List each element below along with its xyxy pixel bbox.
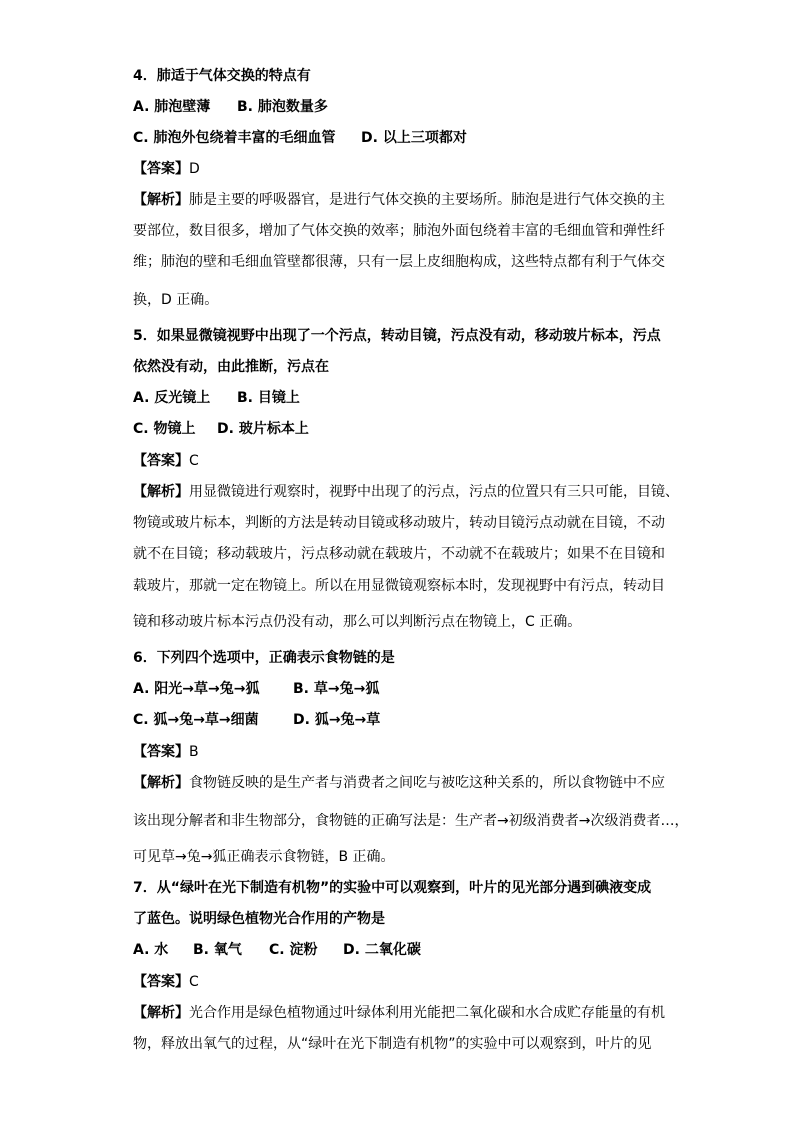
question-7-answer bbox=[133, 972, 199, 992]
question-6-analysis-line-3: 可见草→兔→狐正确表示食物链，B 正确。 bbox=[133, 849, 395, 865]
option-a: A. 水 bbox=[133, 942, 169, 958]
answer-label: 【答案】 bbox=[133, 744, 189, 760]
question-6-analysis-line-1 bbox=[133, 773, 665, 793]
option-d: D. 玻片标本上 bbox=[217, 421, 309, 437]
answer-value: D bbox=[189, 161, 200, 177]
question-5-stem-line-1: 5．如果显微镜视野中出现了一个污点，转动目镜，污点没有动，移动玻片标本，污点 bbox=[133, 328, 661, 344]
question-5-answer bbox=[133, 451, 199, 471]
analysis-label: 【解析】 bbox=[133, 484, 189, 500]
question-4-options-row-2 bbox=[133, 128, 467, 148]
analysis-label: 【解析】 bbox=[133, 1005, 189, 1021]
question-4-options-row-1 bbox=[133, 97, 328, 117]
question-5-analysis-line-4: 载玻片，那就一定在物镜上。所以在用显微镜观察标本时，发现视野中有污点，转动目 bbox=[133, 578, 665, 594]
option-b: B. 草→兔→狐 bbox=[293, 681, 380, 697]
answer-label: 【答案】 bbox=[133, 974, 189, 990]
analysis-label: 【解析】 bbox=[133, 192, 189, 208]
option-a: A. 反光镜上 bbox=[133, 390, 211, 406]
option-d: D. 二氧化碳 bbox=[343, 942, 421, 958]
answer-value: B bbox=[189, 744, 199, 760]
question-6-options-row-2 bbox=[133, 710, 380, 730]
answer-label: 【答案】 bbox=[133, 453, 189, 469]
option-a: A. 肺泡壁薄 bbox=[133, 99, 211, 115]
analysis-text: 肺是主要的呼吸器官，是进行气体交换的主要场所。肺泡是进行气体交换的主 bbox=[189, 192, 665, 208]
question-7-options-row-1 bbox=[133, 940, 421, 960]
question-5-analysis-line-5: 镜和移动玻片标本污点仍没有动，那么可以判断污点在物镜上，C 正确。 bbox=[133, 614, 582, 630]
question-5-analysis-line-2: 物镜或玻片标本，判断的方法是转动目镜或移动玻片，转动目镜污点动就在目镜，不动 bbox=[133, 515, 665, 531]
question-7-analysis-line-2: 物，释放出氧气的过程，从“绿叶在光下制造有机物”的实验中可以观察到，叶片的见 bbox=[133, 1036, 652, 1052]
question-4-stem: 4．肺适于气体交换的特点有 bbox=[133, 68, 311, 84]
option-b: B. 目镜上 bbox=[237, 390, 300, 406]
question-5-options-row-1 bbox=[133, 388, 300, 408]
question-7-analysis-line-1 bbox=[133, 1003, 665, 1023]
option-d: D. 狐→兔→草 bbox=[293, 712, 381, 728]
answer-label: 【答案】 bbox=[133, 161, 189, 177]
option-d: D. 以上三项都对 bbox=[361, 130, 467, 146]
answer-value: C bbox=[189, 453, 199, 469]
option-a: A. 阳光→草→兔→狐 bbox=[133, 681, 260, 697]
question-7-stem-line-1: 7．从“绿叶在光下制造有机物”的实验中可以观察到，叶片的见光部分遇到碘液变成 bbox=[133, 880, 652, 896]
option-c: C. 物镜上 bbox=[133, 421, 196, 437]
option-b: B. 肺泡数量多 bbox=[237, 99, 328, 115]
analysis-label: 【解析】 bbox=[133, 775, 189, 791]
question-4-analysis-line-2: 要部位，数目很多，增加了气体交换的效率；肺泡外面包绕着丰富的毛细血管和弹性纤 bbox=[133, 223, 665, 239]
question-5-analysis-line-3: 就不在目镜；移动载玻片，污点移动就在载玻片，不动就不在载玻片；如果不在目镜和 bbox=[133, 546, 665, 562]
analysis-text: 食物链反映的是生产者与消费者之间吃与被吃这种关系的，所以食物链中不应 bbox=[189, 775, 665, 791]
question-6-analysis-line-2: 该出现分解者和非生物部分，食物链的正确写法是：生产者→初级消费者→次级消费者…， bbox=[133, 813, 689, 829]
question-5-stem-line-2: 依然没有动，由此推断，污点在 bbox=[133, 359, 329, 375]
question-7-stem-line-2: 了蓝色。说明绿色植物光合作用的产物是 bbox=[133, 911, 385, 927]
question-4-analysis-line-1 bbox=[133, 190, 665, 210]
analysis-text: 用显微镜进行观察时，视野中出现了的污点，污点的位置只有三只可能，目镜、 bbox=[189, 484, 679, 500]
question-4-analysis-line-4: 换，D 正确。 bbox=[133, 292, 219, 308]
option-c: C. 肺泡外包绕着丰富的毛细血管 bbox=[133, 130, 336, 146]
question-6-stem: 6．下列四个选项中，正确表示食物链的是 bbox=[133, 650, 395, 666]
option-c: C. 淀粉 bbox=[269, 942, 318, 958]
question-4-analysis-line-3: 维；肺泡的壁和毛细血管壁都很薄，只有一层上皮细胞构成，这些特点都有利于气体交 bbox=[133, 254, 665, 270]
question-4-answer bbox=[133, 159, 200, 179]
question-6-answer bbox=[133, 742, 199, 762]
question-5-options-row-2 bbox=[133, 419, 309, 439]
answer-value: C bbox=[189, 974, 199, 990]
analysis-text: 光合作用是绿色植物通过叶绿体利用光能把二氧化碳和水合成贮存能量的有机 bbox=[189, 1005, 665, 1021]
question-6-options-row-1 bbox=[133, 679, 379, 699]
option-b: B. 氧气 bbox=[193, 942, 242, 958]
question-5-analysis-line-1 bbox=[133, 482, 679, 502]
option-c: C. 狐→兔→草→细菌 bbox=[133, 712, 259, 728]
